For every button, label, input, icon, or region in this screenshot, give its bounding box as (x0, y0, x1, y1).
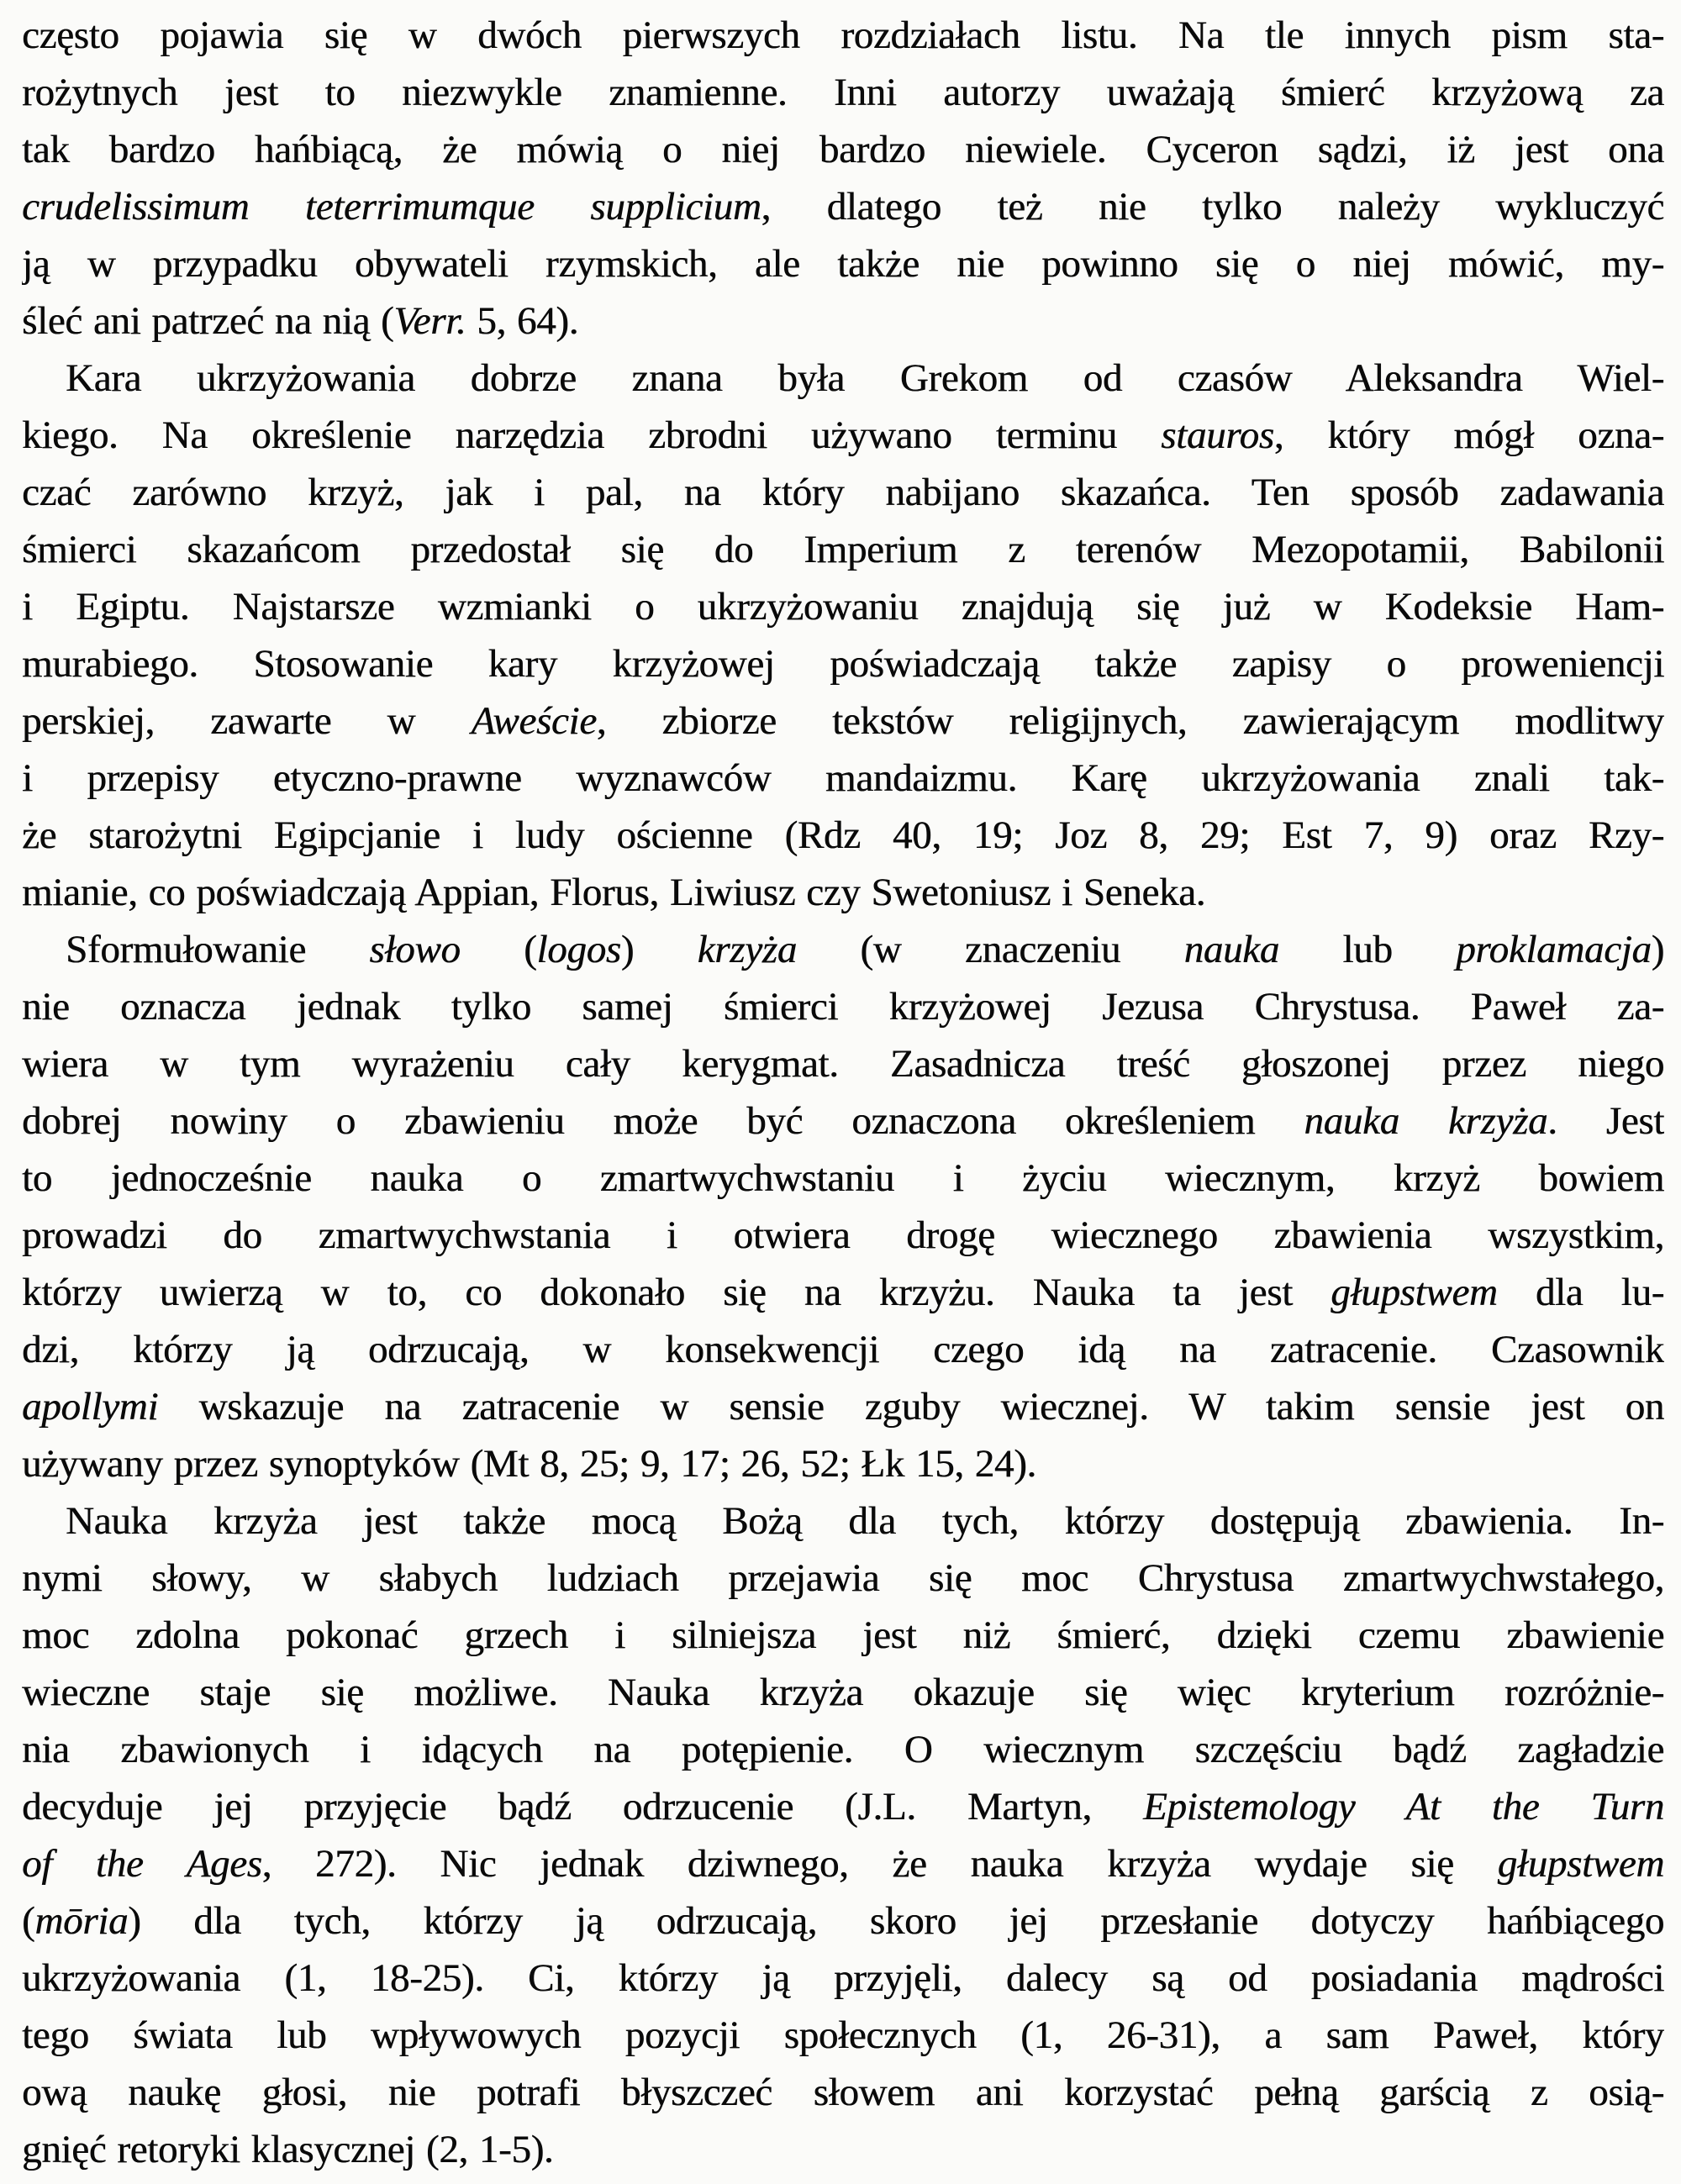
text-segment: , który mógł ozna- (1273, 413, 1664, 457)
text-segment: perskiej, zawarte w (22, 699, 472, 743)
text-segment: dla lu- (1497, 1271, 1664, 1314)
text-line (22, 350, 1664, 407)
text-line (22, 1378, 1664, 1435)
italic-text-segment: krzyża (697, 928, 797, 971)
italic-text-segment: nauka krzyża (1304, 1099, 1548, 1143)
text-line (22, 1492, 1664, 1550)
text-line (22, 235, 1664, 292)
text-segment: , 272). Nic jednak dziwnego, że nauka krzyża wydaje się (261, 1842, 1498, 1886)
text-segment: , zbiorze tekstów religijnych, zawierającym modlitwy (596, 699, 1664, 743)
text-segment: mianie, co poświadczają Appian, Florus, Liwiusz czy Swetoniusz i Seneka. (22, 871, 1206, 914)
text-segment: decyduje jej przyjęcie bądź odrzucenie (J.L. Martyn, (22, 1785, 1143, 1829)
text-segment: tego świata lub wpływowych pozycji społecznych (1, 26-31), a sam Paweł, który (22, 2013, 1664, 2057)
text-segment: Kara ukrzyżowania dobrze znana była Grekom od czasów Aleksandra Wiel- (66, 356, 1664, 400)
text-segment: dobrej nowiny o zbawieniu może być oznaczona określeniem (22, 1099, 1304, 1143)
text-segment: ją w przypadku obywateli rzymskich, ale także nie powinno się o niej mówić, my- (22, 242, 1664, 286)
text-line (22, 635, 1664, 692)
text-segment: prowadzi do zmartwychwstania i otwiera drogę wiecznego zbawienia wszystkim, (22, 1213, 1664, 1257)
text-segment: . Jest (1547, 1099, 1664, 1143)
text-segment: (w znaczeniu (796, 928, 1184, 971)
text-segment: rożytnych jest to niezwykle znamienne. Inni autorzy uważają śmierć krzyżową za (22, 71, 1664, 114)
text-segment: ( (22, 1899, 35, 1943)
text-segment: nie oznacza jednak tylko samej śmierci krzyżowej Jezusa Chrystusa. Paweł za- (22, 985, 1664, 1029)
text-segment: i Egiptu. Najstarsze wzmianki o ukrzyżowaniu znajdują się już w Kodeksie Ham- (22, 585, 1664, 629)
italic-text-segment: Aweście (471, 699, 597, 743)
text-segment: często pojawia się w dwóch pierwszych rozdziałach listu. Na tle innych pism sta- (22, 13, 1664, 57)
text-segment: używany przez synoptyków (Mt 8, 25; 9, 17; 26, 52; Łk 15, 24). (22, 1442, 1036, 1486)
text-line (22, 578, 1664, 635)
text-segment: wieczne staje się możliwe. Nauka krzyża okazuje się więc kryterium rozróżnie- (22, 1671, 1664, 1714)
italic-text-segment: głupstwem (1331, 1271, 1498, 1314)
text-segment: ) (620, 928, 698, 971)
text-segment: nymi słowy, w słabych ludziach przejawia się moc Chrystusa zmartwychwstałego, (22, 1556, 1664, 1600)
text-segment: dzi, którzy ją odrzucają, w konsekwencji czego idą na zatracenie. Czasownik (22, 1328, 1664, 1371)
text-line (22, 1321, 1664, 1378)
text-segment: moc zdolna pokonać grzech i silniejsza jest niż śmierć, dzięki czemu zbawienie (22, 1613, 1664, 1657)
text-segment: tak bardzo hańbiącą, że mówią o niej bardzo niewiele. Cyceron sądzi, iż jest ona (22, 128, 1664, 171)
text-segment: wiera w tym wyrażeniu cały kerygmat. Zasadnicza treść głoszonej przez niego (22, 1042, 1664, 1086)
text-line (22, 692, 1664, 750)
text-line (22, 2064, 1664, 2121)
text-segment: ) (1651, 928, 1664, 971)
italic-text-segment: Epistemology At the Turn (1142, 1785, 1664, 1829)
text-line (22, 921, 1664, 978)
text-line (22, 464, 1664, 521)
text-line (22, 1664, 1664, 1721)
italic-text-segment: crudelissimum teterrimumque supplicium (22, 185, 761, 229)
text-line (22, 1092, 1664, 1150)
text-segment: wskazuje na zatracenie w sensie zguby wiecznej. W takim sensie jest on (158, 1385, 1664, 1429)
italic-text-segment: apollymi (22, 1385, 159, 1429)
text-line (22, 1207, 1664, 1264)
italic-text-segment: Verr. (393, 299, 466, 343)
italic-text-segment: mōria (34, 1899, 129, 1943)
text-line (22, 121, 1664, 178)
text-segment: to jednocześnie nauka o zmartwychwstaniu i życiu wiecznym, krzyż bowiem (22, 1156, 1664, 1200)
text-segment: i przepisy etyczno-prawne wyznawców mandaizmu. Karę ukrzyżowania znali tak- (22, 756, 1664, 800)
italic-text-segment: nauka (1183, 928, 1279, 971)
text-line (22, 1607, 1664, 1664)
italic-text-segment: logos (536, 928, 621, 971)
text-segment: ) dla tych, którzy ją odrzucają, skoro jej przesłanie dotyczy hańbiącego (128, 1899, 1664, 1943)
text-segment: Nauka krzyża jest także mocą Bożą dla tych, którzy dostępują zbawienia. In- (66, 1499, 1664, 1543)
italic-text-segment: proklamacja (1456, 928, 1652, 971)
text-segment: gnięć retoryki klasycznej (2, 1-5). (22, 2128, 554, 2171)
text-line (22, 1264, 1664, 1321)
text-segment: , dlatego też nie tylko należy wykluczyć (761, 185, 1664, 229)
text-line (22, 1550, 1664, 1607)
italic-text-segment: stauros (1161, 413, 1274, 457)
text-line (22, 1950, 1664, 2007)
text-segment: 5, 64). (466, 299, 579, 343)
text-line (22, 1778, 1664, 1835)
text-line (22, 2007, 1664, 2064)
text-line (22, 2121, 1664, 2178)
text-line (22, 1035, 1664, 1092)
text-line (22, 807, 1664, 864)
text-line (22, 521, 1664, 578)
text-line (22, 978, 1664, 1035)
italic-text-segment: słowo (369, 928, 461, 971)
text-segment: nia zbawionych i idących na potępienie. O wiecznym szczęściu bądź zagładzie (22, 1728, 1664, 1771)
text-line (22, 1892, 1664, 1950)
text-segment: ( (460, 928, 537, 971)
italic-text-segment: głupstwem (1497, 1842, 1664, 1886)
text-line (22, 7, 1664, 64)
text-segment: czać zarówno krzyż, jak i pal, na który nabijano skazańca. Ten sposób zadawania (22, 471, 1664, 514)
text-line (22, 864, 1664, 921)
text-segment: ukrzyżowania (1, 18-25). Ci, którzy ją przyjęli, dalecy są od posiadania mądrości (22, 1956, 1664, 2000)
text-line (22, 750, 1664, 807)
text-segment: śmierci skazańcom przedostał się do Imperium z terenów Mezopotamii, Babilonii (22, 528, 1664, 571)
text-line (22, 1435, 1664, 1492)
text-line (22, 1150, 1664, 1207)
text-segment: lub (1278, 928, 1457, 971)
text-segment: Sformułowanie (66, 928, 370, 971)
italic-text-segment: of the Ages (22, 1842, 262, 1886)
page-text-block (22, 7, 1664, 2178)
text-line (22, 292, 1664, 350)
text-line (22, 1835, 1664, 1892)
text-segment: ową naukę głosi, nie potrafi błyszczeć słowem ani korzystać pełną garścią z osią- (22, 2071, 1664, 2114)
text-segment: którzy uwierzą w to, co dokonało się na krzyżu. Nauka ta jest (22, 1271, 1331, 1314)
text-segment: śleć ani patrzeć na nią ( (22, 299, 394, 343)
text-segment: że starożytni Egipcjanie i ludy ościenne (Rdz 40, 19; Joz 8, 29; Est 7, 9) oraz Rzy- (22, 813, 1664, 857)
text-line (22, 64, 1664, 121)
text-line (22, 1721, 1664, 1778)
text-segment: kiego. Na określenie narzędzia zbrodni używano terminu (22, 413, 1162, 457)
text-line (22, 178, 1664, 235)
text-segment: murabiego. Stosowanie kary krzyżowej poświadczają także zapisy o proweniencji (22, 642, 1664, 686)
text-line (22, 407, 1664, 464)
